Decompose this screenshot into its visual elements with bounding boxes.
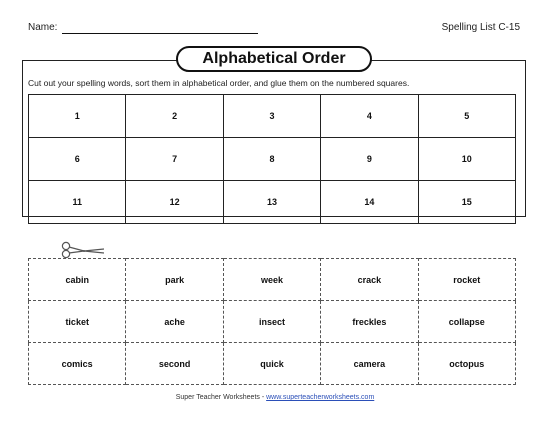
numbered-square: 12 — [126, 181, 223, 224]
grid-row — [29, 181, 516, 224]
numbered-square: 4 — [321, 95, 418, 138]
numbered-square: 14 — [321, 181, 418, 224]
word-card[interactable]: ache — [126, 301, 223, 343]
numbered-square: 1 — [29, 95, 126, 138]
word-card[interactable]: crack — [321, 259, 418, 301]
numbered-squares-grid — [28, 94, 516, 224]
word-card[interactable]: week — [223, 259, 320, 301]
footer — [0, 394, 550, 401]
name-line[interactable] — [62, 33, 258, 34]
word-card[interactable]: octopus — [418, 343, 515, 385]
word-row — [29, 343, 516, 385]
footer-prefix: Super Teacher Worksheets - — [175, 394, 267, 401]
name-label: Name: — [28, 22, 58, 33]
grid-row — [29, 95, 516, 138]
numbered-square: 11 — [29, 181, 126, 224]
numbered-square: 8 — [223, 138, 320, 181]
cutout-words-grid — [28, 258, 516, 385]
word-card[interactable]: ticket — [29, 301, 126, 343]
word-row — [29, 301, 516, 343]
numbered-square: 13 — [223, 181, 320, 224]
footer-link[interactable]: www.superteacherworksheets.com — [266, 394, 375, 401]
numbered-square: 6 — [29, 138, 126, 181]
word-card[interactable]: second — [126, 343, 223, 385]
numbered-square: 2 — [126, 95, 223, 138]
word-card[interactable]: freckles — [321, 301, 418, 343]
numbered-square: 9 — [321, 138, 418, 181]
word-card[interactable]: park — [126, 259, 223, 301]
numbered-square: 7 — [126, 138, 223, 181]
word-card[interactable]: collapse — [418, 301, 515, 343]
word-card[interactable]: comics — [29, 343, 126, 385]
worksheet-title: Alphabetical Order — [176, 46, 372, 72]
numbered-square: 5 — [418, 95, 515, 138]
numbered-square: 15 — [418, 181, 515, 224]
word-row — [29, 259, 516, 301]
numbered-square: 10 — [418, 138, 515, 181]
worksheet-header — [28, 22, 520, 38]
instructions-text: Cut out your spelling words, sort them in alphabetical order, and glue them on the numbered squares. — [28, 78, 410, 88]
word-card[interactable]: cabin — [29, 259, 126, 301]
word-card[interactable]: rocket — [418, 259, 515, 301]
word-card[interactable]: camera — [321, 343, 418, 385]
spelling-list-id: Spelling List C-15 — [441, 22, 520, 33]
grid-row — [29, 138, 516, 181]
numbered-square: 3 — [223, 95, 320, 138]
scissors-icon — [60, 241, 106, 259]
word-card[interactable]: insect — [223, 301, 320, 343]
word-card[interactable]: quick — [223, 343, 320, 385]
